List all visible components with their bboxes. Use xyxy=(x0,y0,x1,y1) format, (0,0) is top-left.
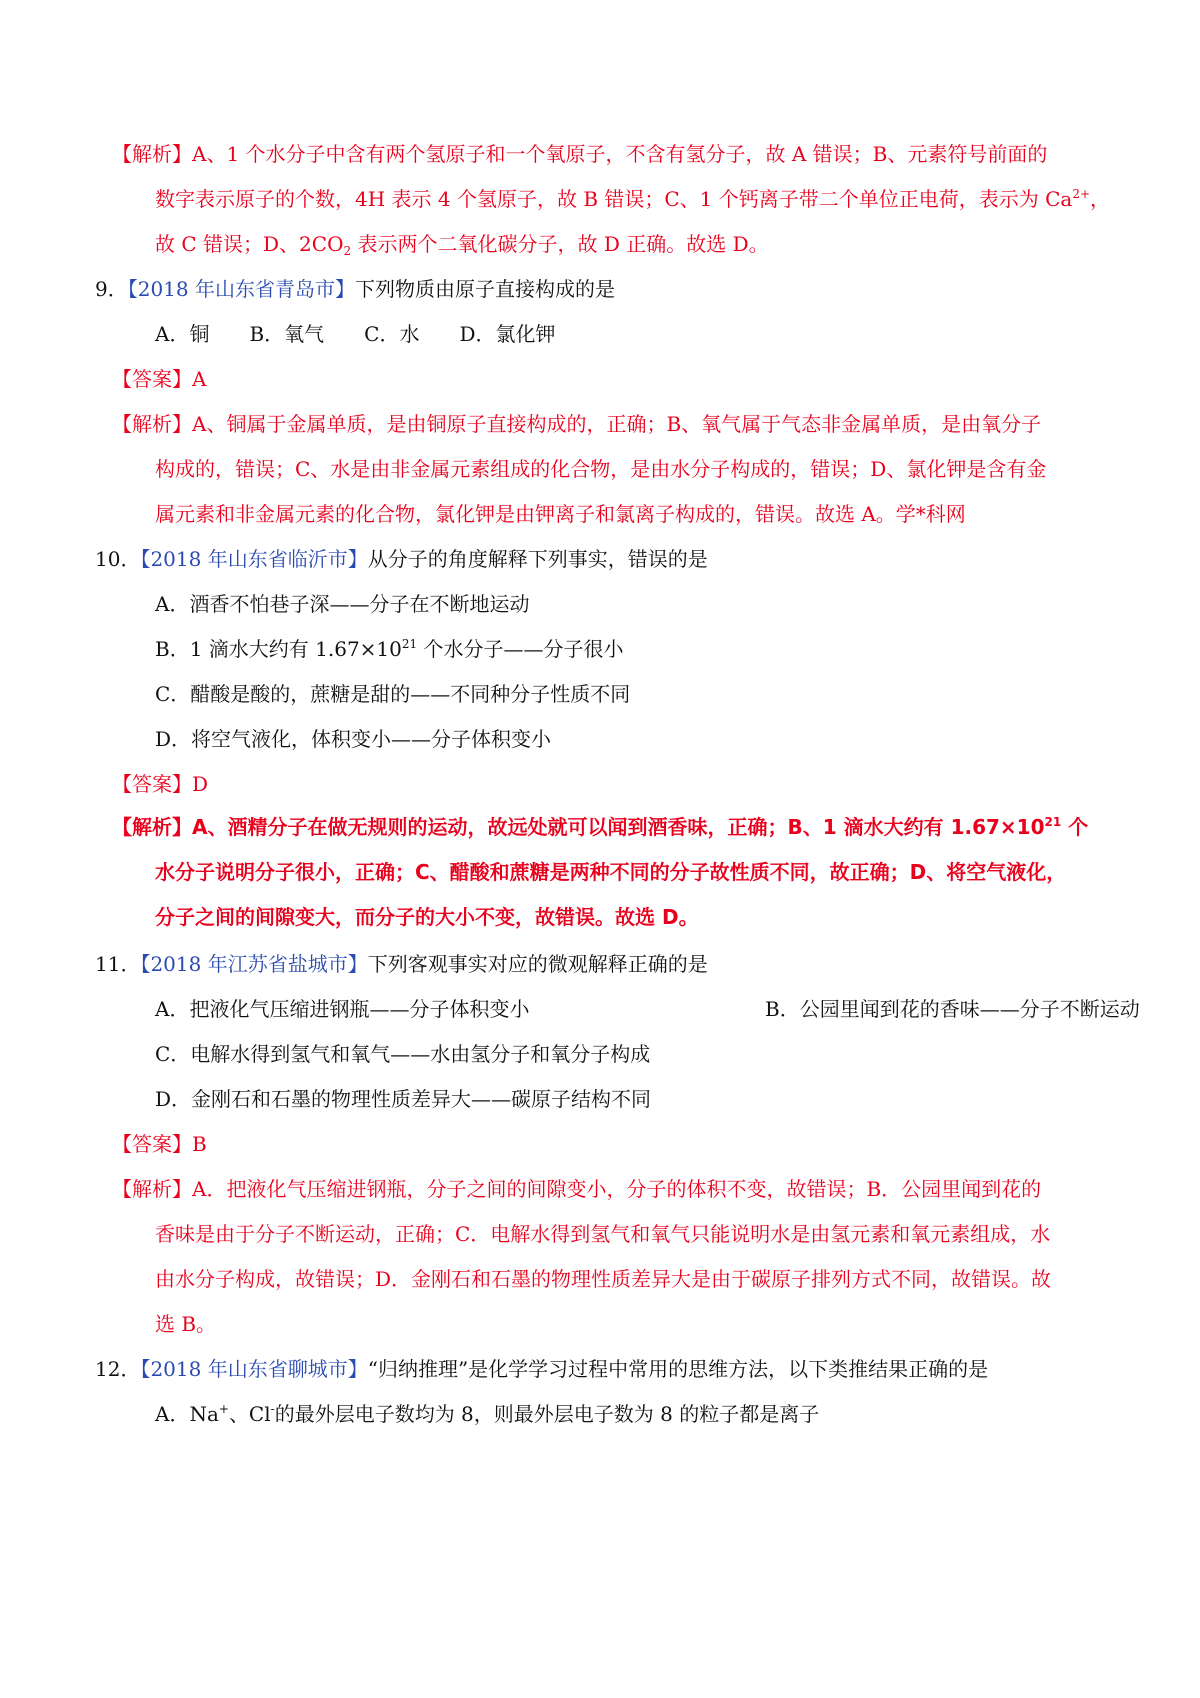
explanation-line: 分子之间的间隙变大，而分子的大小不变，故错误。故选 D。 xyxy=(155,905,699,929)
question-11-answer: 【答案】B xyxy=(112,1132,207,1156)
question-10-explanation: 【解析】A、酒精分子在做无规则的运动，故远处就可以闻到酒香味，正确；B、1 滴水大约有 $1.67\times 10^{21}$ 个 xyxy=(112,815,1089,839)
explanation-line: 构成的，错误；C、水是由非金属元素组成的化合物，是由水分子构成的，错误；D、氯化钾是含有金 xyxy=(155,457,1047,481)
question-9-options: A．铜 B．氧气 C．水 D．氯化钾 xyxy=(155,322,556,346)
explanation-line: 香味是由于分子不断运动，正确；C．电解水得到氢气和氧气只能说明水是由氢元素和氧元素组成，水 xyxy=(155,1222,1051,1246)
question-source: 【2018 年山东省聊城市】 xyxy=(140,1357,368,1381)
explanation-line: 由水分子构成，故错误；D．金刚石和石墨的物理性质差异大是由于碳原子排列方式不同，故错误。故 xyxy=(155,1267,1052,1291)
option-c: C．醋酸是酸的，蔗糖是甜的——不同种分子性质不同 xyxy=(155,682,631,706)
question-11-explanation: 【解析】A．把液化气压缩进钢瓶，分子之间的间隙变小，分子的体积不变，故错误；B．公园里闻到花的 xyxy=(112,1177,1042,1201)
question-9-stem: 9．【2018 年山东省青岛市】下列物质由原子直接构成的是 xyxy=(95,277,615,301)
question-10-answer: 【答案】D xyxy=(112,772,209,796)
option-a: A．Na+、Cl-的最外层电子数均为 8，则最外层电子数为 8 的粒子都是离子 xyxy=(155,1402,820,1426)
question-9-explanation: 【解析】A、铜属于金属单质，是由铜原子直接构成的，正确；B、氧气属于气态非金属单质，是由氧分子 xyxy=(112,412,1042,436)
option-b: B．公园里闻到花的香味——分子不断运动 xyxy=(765,997,1140,1021)
explanation-line: 数字表示原子的个数，4H 表示 4 个氢原子，故 B 错误；C、1 个钙离子带二个单位正电荷，表示为 $Ca^{2+}$， xyxy=(155,187,1111,211)
question-source: 【2018 年山东省临沂市】 xyxy=(140,547,368,571)
option-c: C．电解水得到氢气和氧气——水由氢分子和氧分子构成 xyxy=(155,1042,651,1066)
option-a: A．酒香不怕巷子深——分子在不断地运动 xyxy=(155,592,530,616)
option-a: A．把液化气压缩进钢瓶——分子体积变小 xyxy=(155,997,530,1021)
option-row xyxy=(155,995,1140,1023)
option-d: D．将空气液化，体积变小——分子体积变小 xyxy=(155,727,552,751)
explanation-line: 故 C 错误；D、$2CO_2$ 表示两个二氧化碳分子，故 D 正确。故选 D。 xyxy=(155,232,769,258)
option-b: B．1 滴水大约有 $1.67\times 10^{21}$ 个水分子——分子很小 xyxy=(155,637,624,661)
question-source: 【2018 年江苏省盐城市】 xyxy=(140,952,368,976)
question-12-stem: 12．【2018 年山东省聊城市】“归纳推理”是化学学习过程中常用的思维方法，以下类推结果正确的是 xyxy=(95,1357,989,1381)
option-d: D．金刚石和石墨的物理性质差异大——碳原子结构不同 xyxy=(155,1087,652,1111)
question-9-answer: 【答案】A xyxy=(112,367,207,391)
question-10-stem: 10．【2018 年山东省临沂市】从分子的角度解释下列事实，错误的是 xyxy=(95,547,708,571)
explanation-line: 【解析】A、1 个水分子中含有两个氢原子和一个氧原子，不含有氢分子，故 A 错误；B、元素符号前面的 xyxy=(112,142,1048,166)
question-source: 【2018 年山东省青岛市】 xyxy=(127,277,355,301)
explanation-line: 选 B。 xyxy=(155,1312,217,1336)
explanation-line: 水分子说明分子很小，正确；C、醋酸和蔗糖是两种不同的分子故性质不同，故正确；D、将空气液化， xyxy=(155,860,1067,884)
explanation-line: 属元素和非金属元素的化合物，氯化钾是由钾离子和氯离子构成的，错误。故选 A。学*科网 xyxy=(155,502,966,526)
question-11-stem: 11．【2018 年江苏省盐城市】下列客观事实对应的微观解释正确的是 xyxy=(95,952,708,976)
